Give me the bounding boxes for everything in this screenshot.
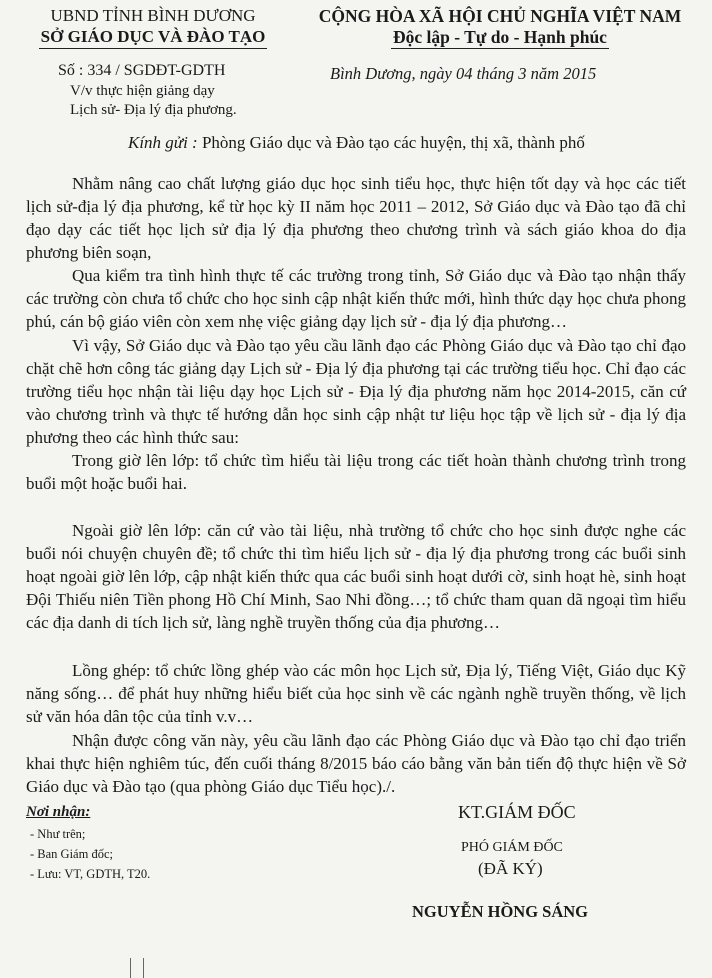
issuer-department: SỞ GIÁO DỤC VÀ ĐÀO TẠO <box>39 26 268 49</box>
paragraph-text: Qua kiểm tra tình hình thực tế các trường trong tỉnh, Sở Giáo dục và Đào tạo nhận thấy các trường còn chưa tổ chức cho học sinh cập nhật kiến thức mới, hình thức dạy học chưa phong phú, cán bộ giáo viên còn xem nhẹ việc giảng dạy lịch sử - địa lý địa phương… <box>26 266 686 331</box>
paragraph-in-class <box>26 449 686 495</box>
document-number: Số : 334 / SGDĐT-GDTH <box>58 62 226 79</box>
issuer-block <box>18 6 288 49</box>
subject-line-2: Lịch sử- Địa lý địa phương. <box>70 102 237 118</box>
paragraph-request <box>26 334 686 449</box>
addressee-line <box>128 133 585 153</box>
paragraph-intro <box>26 172 686 264</box>
recipient-item: - Như trên; <box>30 827 86 841</box>
paragraph-text: Vì vậy, Sở Giáo dục và Đào tạo yêu cầu lãnh đạo các Phòng Giáo dục và Đào tạo chỉ đạo chặt chẽ hơn công tác giảng dạy Lịch sử - Địa lý địa phương tại các trường tiểu học. Chỉ đạo các trường tiểu học nhận tài liệu dạy học Lịch sử - Địa lý địa phương năm học 2014-2015, căn cứ vào chương trình và thực tế hướng dẫn học sinh cập nhật tư liệu học tập về lịch sử - địa lý địa phương theo các hình thức sau: <box>26 336 686 447</box>
paragraph-integration <box>26 659 686 728</box>
recipient-item: - Ban Giám đốc; <box>30 847 113 861</box>
signature-signed: (ĐÃ KÝ) <box>478 859 543 878</box>
recipients-list <box>30 824 150 884</box>
date-line: Bình Dương, ngày 04 tháng 3 năm 2015 <box>330 64 597 83</box>
signature-authority: KT.GIÁM ĐỐC <box>458 802 576 822</box>
paragraph-text: Trong giờ lên lớp: tổ chức tìm hiểu tài liệu trong các tiết hoàn thành chương trình trong buổi một hoặc buổi hai. <box>26 451 686 493</box>
recipients-label: Nơi nhận: <box>26 804 91 820</box>
national-title: CỘNG HÒA XÃ HỘI CHỦ NGHĨA VIỆT NAM <box>318 6 682 26</box>
addressee-text: Phòng Giáo dục và Đào tạo các huyện, thị xã, thành phố <box>201 133 585 152</box>
signer-name: NGUYỄN HỒNG SÁNG <box>412 902 589 921</box>
paragraph-text: Lồng ghép: tổ chức lồng ghép vào các môn học Lịch sử, Địa lý, Tiếng Việt, Giáo dục Kỹ năng sống… để phát huy những hiểu biết của học sinh về các ngành nghề truyền thống, về lịch sử văn hóa dân tộc của tỉnh v.v… <box>26 661 686 726</box>
paragraph-closing <box>26 729 686 798</box>
issuer-agency: UBND TỈNH BÌNH DƯƠNG <box>50 6 256 25</box>
paragraph-text: Nhận được công văn này, yêu cầu lãnh đạo các Phòng Giáo dục và Đào tạo chỉ đạo triển khai thực hiện nghiêm túc, đến cuối tháng 8/2015 báo cáo bằng văn bản tiến độ thực hiện về Sở Giáo dục và Đào tạo (qua phòng Giáo dục Tiểu học)./. <box>26 731 686 796</box>
paragraph-text: Ngoài giờ lên lớp: căn cứ vào tài liệu, nhà trường tổ chức cho học sinh được nghe các buổi nói chuyện chuyên đề; tổ chức thi tìm hiểu lịch sử - địa lý địa phương trong các buổi sinh hoạt ngoài giờ lên lớp, cập nhật kiến thức qua các buổi sinh hoạt dưới cờ, sinh hoạt hè, sinh hoạt Đội Thiếu niên Tiền phong Hồ Chí Minh, Sao Nhi đồng…; tổ chức tham quan dã ngoại tìm hiểu các địa danh di tích lịch sử, làng nghề truyền thống của địa phương… <box>26 521 686 632</box>
recipient-item: - Lưu: VT, GDTH, T20. <box>30 867 151 881</box>
binding-mark <box>130 958 144 978</box>
paragraph-findings <box>26 264 686 333</box>
national-motto: Độc lập - Tự do - Hạnh phúc <box>393 27 607 47</box>
signature-title: PHÓ GIÁM ĐỐC <box>461 840 563 855</box>
paragraph-extracurricular <box>26 519 686 634</box>
subject-line-1: V/v thực hiện giảng dạy <box>70 83 215 99</box>
addressee-label: Kính gửi : <box>128 133 198 152</box>
paragraph-text: Nhằm nâng cao chất lượng giáo dục học sinh tiểu học, thực hiện tốt dạy và học các tiết lịch sử-địa lý địa phương, kể từ học kỳ II năm học 2011 – 2012, Sở Giáo dục và Đào tạo đã chỉ đạo dạy các tiết học lịch sử địa lý địa phương theo chương trình và sách giáo khoa do địa phương biên soạn, <box>26 174 686 262</box>
subject-block <box>70 82 237 120</box>
national-header <box>290 6 710 49</box>
